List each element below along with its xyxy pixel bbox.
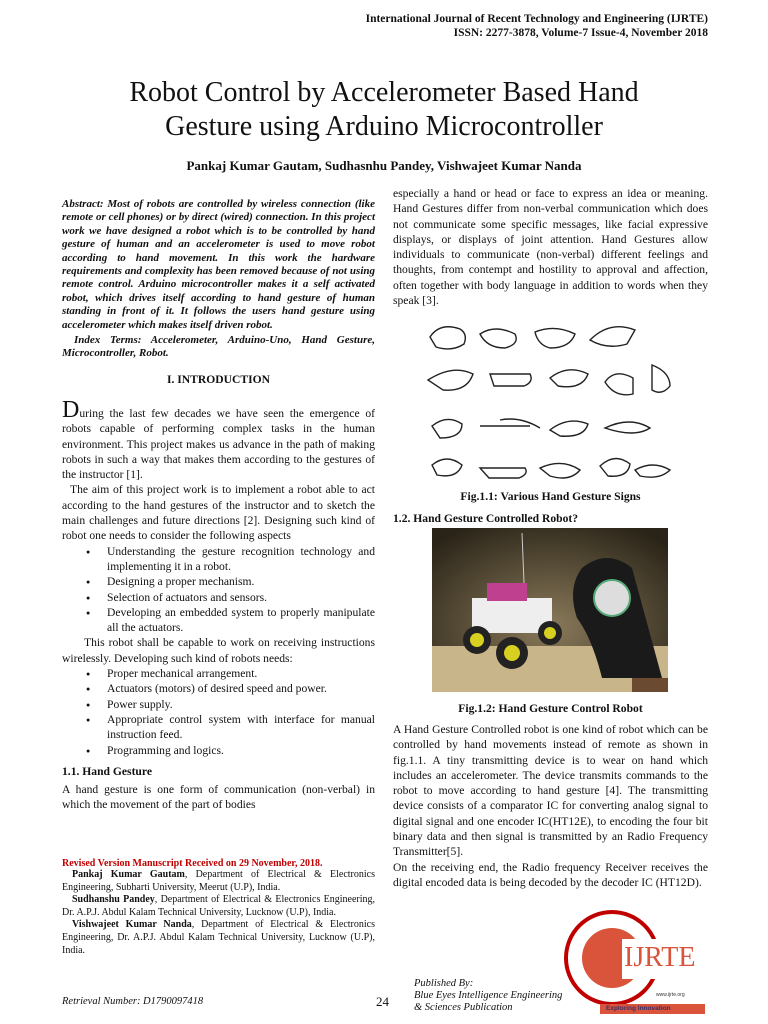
drop-cap: D bbox=[62, 397, 80, 423]
retrieval-number: Retrieval Number: D1790097418 bbox=[62, 996, 204, 1007]
hand-gesture-signs-figure bbox=[420, 312, 690, 480]
section-heading-hand-gesture: 1.1. Hand Gesture bbox=[62, 764, 152, 778]
intro-paragraph: This robot shall be capable to work on receiving instructions wirelessly. Developing such kind of robots needs: bbox=[62, 636, 375, 665]
section-heading-introduction: I. INTRODUCTION bbox=[166, 373, 271, 386]
intro-paragraph: During the last few decades we have seen the emergence of robots capable of performing complex tasks in the human environment. This project makes us advance in the path of making robots in such a way that makes them according to the gestures of the instructor [1]. bbox=[62, 397, 375, 482]
needs-list bbox=[62, 666, 375, 758]
hand-gesture-icon bbox=[430, 327, 635, 349]
journal-name: International Journal of Recent Technology and Engineering (IJRTE) bbox=[365, 13, 708, 25]
author-affiliation: Sudhanshu Pandey, Department of Electrical & Electronics Engineering, Dr. A.P.J. Abdul Kalam Technical University, Lucknow (U.P), India. bbox=[62, 894, 376, 918]
intro-body bbox=[62, 397, 375, 813]
list-item: ● Designing a proper mechanism. bbox=[62, 574, 375, 589]
footnote bbox=[62, 858, 375, 957]
logo-tagline: Exploring Innovation bbox=[606, 1005, 671, 1012]
paper-title bbox=[0, 76, 768, 144]
journal-header bbox=[366, 12, 708, 40]
published-by: Published By: bbox=[414, 978, 474, 989]
section-paragraph: A hand gesture is one form of communication (non-verbal) in which the movement of the part of bodies bbox=[62, 783, 375, 812]
journal-issn: ISSN: 2277-3878, Volume-7 Issue-4, November 2018 bbox=[453, 27, 708, 39]
author-affiliation: Pankaj Kumar Gautam, Department of Electrical & Electronics Engineering, Subharti University, Meerut (U.P), India. bbox=[62, 869, 375, 893]
page-number: 24 bbox=[376, 994, 389, 1009]
title-line: Gesture using Arduino Microcontroller bbox=[165, 111, 603, 142]
list-item: ● Understanding the gesture recognition technology and implementing it in a robot. bbox=[62, 544, 375, 575]
author-affiliation: Vishwajeet Kumar Nanda, Department of Electrical & Electronics Engineering, Dr. A.P.J. Abdul Kalam Technical University, Lucknow (U.P), India. bbox=[62, 919, 375, 956]
right-paragraph: On the receiving end, the Radio frequency Receiver receives the digital encoded data is being decoded by the decoder IC (HT12D). bbox=[393, 860, 708, 889]
list-item: ● Selection of actuators and sensors. bbox=[62, 590, 375, 605]
aspects-list bbox=[62, 544, 375, 636]
authors: Pankaj Kumar Gautam, Sudhasnhu Pandey, Vishwajeet Kumar Nanda bbox=[186, 158, 582, 173]
index-terms: Index Terms: Accelerometer, Arduino-Uno, Hand Gesture, Microcontroller, Robot. bbox=[62, 334, 375, 360]
abstract: Abstract: Most of robots are controlled by wireless connection (like remote or cell phones) or by direct (wired) connection. In this project work we have designed a robot which is to be controlled by hand gesture of human and an accelerometer is used to move robot according to hand movement. In this work the hardware requirements and complexity has been removed because of not using remote control. Arduino microcontroller makes it a self activated robot, which drives itself according to hand gesture of human standing in front of it. It follows the users hand gesture using accelerometer which makes itself driven robot. bbox=[62, 198, 375, 331]
right-paragraph: A Hand Gesture Controlled robot is one kind of robot which can be controlled by hand movements instead of remote as shown in fig.1.1. A tiny transmitting device is to wear on hand which includes an accelerometer. The device transmits commands to the robot to move according to hand gesture [4]. The transmitting device consists of a comparator IC for converting analog signal to digital signal and one encoder IC(HT12E), to encoding the four bit binary data and then signal is transmitted by an Radio Frequency Transmitter[5]. bbox=[393, 723, 708, 859]
list-item: ● Appropriate control system with interface for manual instruction feed. bbox=[62, 712, 375, 743]
intro-paragraph: The aim of this project work is to implement a robot able to act according to the hand gestures of the instructor and to sketch the main challenges and future directions [2]. Designing such kind of robot one needs to consider the following aspects bbox=[62, 483, 375, 543]
right-body bbox=[393, 722, 708, 890]
ijrte-logo bbox=[560, 906, 710, 1016]
publisher-name: & Sciences Publication bbox=[414, 1002, 513, 1013]
right-paragraph: especially a hand or head or face to express an idea or meaning. Hand Gestures differ from non-verbal communication which does not communicate some specific messages, like facial expressive displays, or displays of joint attention. Hand Gestures allow individuals to communicate (non-verbal) different feelings and thoughts, from contempt and hostility to approval and affection, often together with body language in addition to words when they speak [3]. bbox=[393, 187, 708, 308]
list-item: ● Actuators (motors) of desired speed and power. bbox=[62, 681, 375, 696]
logo-text: IJRTE bbox=[624, 942, 696, 973]
list-item: ● Programming and logics. bbox=[62, 743, 375, 758]
list-item: ● Power supply. bbox=[62, 697, 375, 712]
figure-caption: Fig.1.2: Hand Gesture Control Robot bbox=[458, 702, 643, 715]
revised-note: Revised Version Manuscript Received on 29 November, 2018. bbox=[62, 858, 323, 869]
section-heading-gesture-robot: 1.2. Hand Gesture Controlled Robot? bbox=[393, 512, 579, 525]
gesture-robot-photo bbox=[432, 528, 668, 692]
publisher-name: Blue Eyes Intelligence Engineering bbox=[414, 990, 563, 1001]
figure-caption: Fig.1.1: Various Hand Gesture Signs bbox=[460, 490, 641, 503]
logo-url: www.ijrte.org bbox=[656, 992, 685, 998]
publisher-info bbox=[414, 978, 562, 1014]
list-item: ● Proper mechanical arrangement. bbox=[62, 666, 375, 681]
title-line: Robot Control by Accelerometer Based Hand bbox=[129, 77, 639, 108]
list-item: ● Developing an embedded system to properly manipulate all the actuators. bbox=[62, 605, 375, 636]
